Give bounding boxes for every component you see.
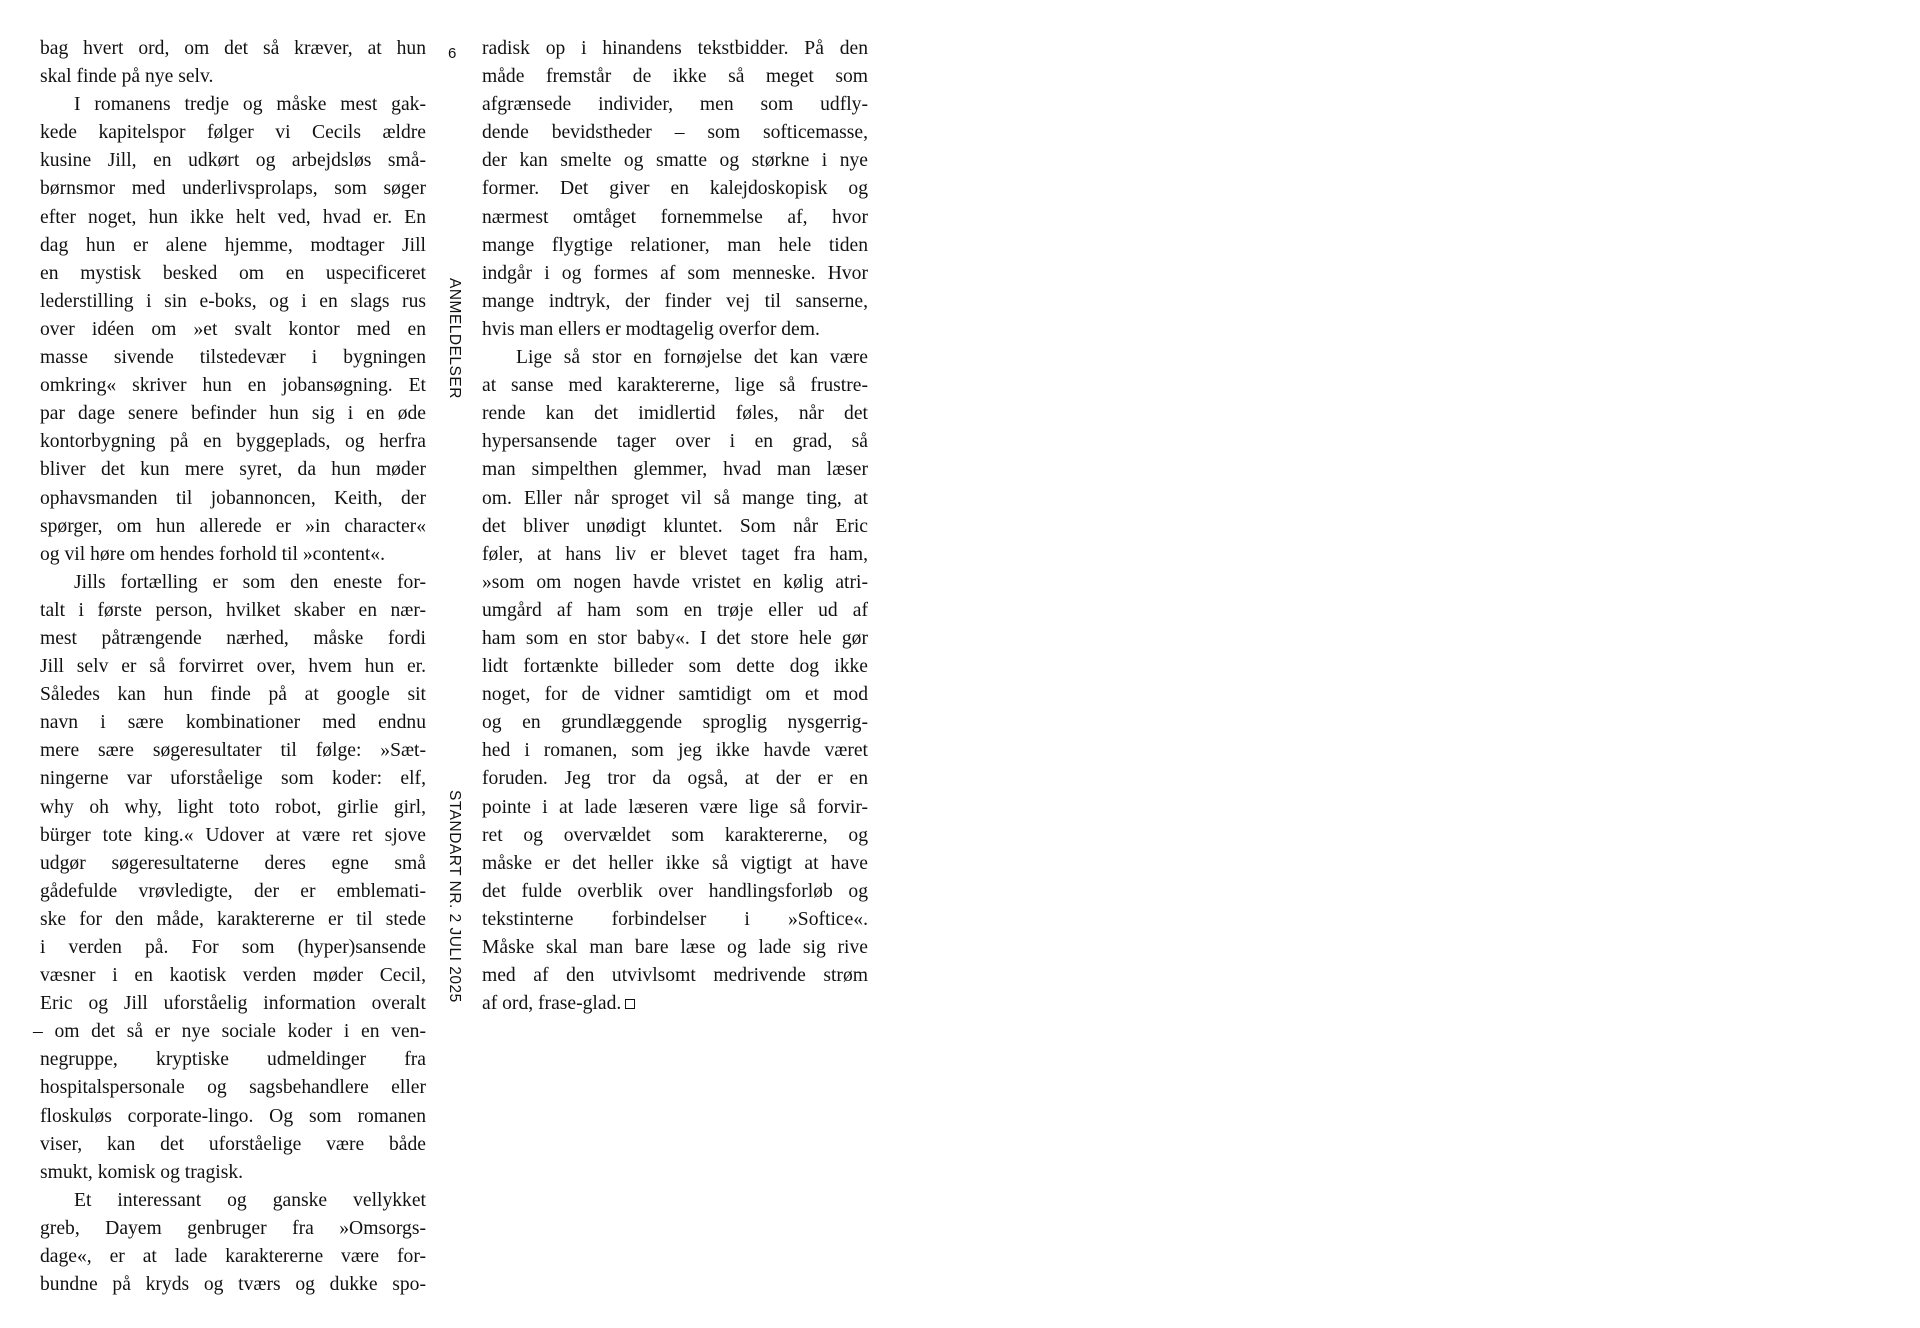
text-line: lederstilling i sin e-boks, og i en slags rus [40, 290, 426, 312]
text-line: bundne på kryds og tværs og dukke spo- [40, 1274, 426, 1296]
running-head-section: ANMELDELSER [446, 278, 463, 399]
text-line: pointe i at lade læseren være lige så forvir- [482, 796, 868, 818]
text-line: mest påtrængende nærhed, måske fordi [40, 627, 426, 649]
text-line: væsner i en kaotisk verden møder Cecil, [40, 965, 426, 987]
text-line: radisk op i hinandens tekstbidder. På den [482, 38, 868, 59]
text-line: ningerne var uforståelige som koder: elf, [40, 768, 426, 790]
text-line: nærmest omtåget fornemmelse af, hvor [482, 206, 868, 228]
text-line: Lige så stor en fornøjelse det kan være [516, 347, 868, 369]
text-line: lidt fortænkte billeder som dette dog ikke [482, 656, 868, 678]
text-line: en mystisk besked om en uspecificeret [40, 262, 426, 284]
text-line: og vil høre om hendes forhold til »content«. [40, 543, 386, 565]
page-number: 6 [448, 45, 457, 62]
text-line: udgør søgeresultaterne deres egne små [40, 852, 426, 874]
text-line: skal finde på nye selv. [40, 66, 214, 88]
text-line: Jill selv er så forvirret over, hvem hun er. [40, 656, 426, 678]
text-line: masse sivende tilstedevær i bygningen [40, 347, 426, 369]
text-line: der kan smelte og smatte og størkne i nye [482, 150, 868, 172]
text-line: par dage senere befinder hun sig i en øde [40, 403, 426, 425]
text-line: dage«, er at lade karaktererne være for- [40, 1246, 426, 1268]
text-line: over idéen om »et svalt kontor med en [40, 318, 426, 340]
text-line: Måske skal man bare læse og lade sig rive [482, 937, 868, 958]
text-line: umgård af ham som en trøje eller ud af [482, 599, 868, 621]
text-line: smukt, komisk og tragisk. [40, 1161, 244, 1183]
text-line: ham som en stor baby«. I det store hele gør [482, 627, 868, 649]
text-line: bag hvert ord, om det så kræver, at hun [40, 38, 426, 59]
right-text-column [482, 35, 868, 1018]
text-line: hospitalspersonale og sagsbehandlere eller [40, 1077, 426, 1099]
text-line: kusine Jill, en udkørt og arbejdsløs små- [40, 150, 426, 172]
text-line: mange indtryk, der finder vej til sanserne, [482, 290, 868, 312]
text-line: med af den utvivlsomt medrivende strøm [482, 965, 868, 987]
text-line: – om det så er nye sociale koder i en ven- [33, 1021, 426, 1043]
text-line: omkring« skriver hun en jobansøgning. Et [40, 375, 426, 397]
text-line: måske er det heller ikke så vigtigt at have [482, 852, 868, 874]
text-line: spørger, om hun allerede er »in character« [40, 515, 426, 537]
text-line: viser, kan det uforståelige være både [40, 1133, 426, 1155]
text-line: rende kan det imidlertid føles, når det [482, 403, 868, 425]
text-line: gådefulde vrøvledigte, der er emblemati- [40, 880, 426, 902]
text-line: foruden. Jeg tror da også, at der er en [482, 768, 868, 790]
text-line: greb, Dayem genbruger fra »Omsorgs- [40, 1217, 426, 1239]
text-line: det fulde overblik over handlingsforløb og [482, 880, 868, 902]
text-line: kede kapitelspor følger vi Cecils ældre [40, 122, 426, 144]
text-line-final [482, 990, 868, 1018]
text-line: om. Eller når sproget vil så mange ting, at [482, 487, 868, 509]
text-line: floskuløs corporate-lingo. Og som romanen [40, 1105, 426, 1127]
text-line: »som om nogen havde vristet en kølig atri- [482, 571, 868, 593]
text-line: Således kan hun finde på at google sit [40, 684, 426, 706]
text-line: i verden på. For som (hyper)sansende [40, 937, 426, 958]
text-line: I romanens tredje og måske mest gak- [74, 94, 426, 116]
final-sentence: af ord, frase-glad. [482, 993, 622, 1015]
running-head-issue: STANDART NR. 2 JULI 2025 [446, 790, 463, 1003]
text-line: tekstinterne forbindelser i »Softice«. [482, 908, 868, 930]
text-line: hypersansende tager over i en grad, så [482, 431, 868, 453]
text-line: Et interessant og ganske vellykket [74, 1189, 426, 1211]
text-line: talt i første person, hvilket skaber en nær- [40, 599, 426, 621]
text-line: ske for den måde, karaktererne er til stede [40, 908, 426, 930]
text-line: børnsmor med underlivsprolaps, som søger [40, 178, 426, 200]
text-line: negruppe, kryptiske udmeldinger fra [40, 1049, 426, 1071]
text-line: Jills fortælling er som den eneste for- [74, 571, 426, 593]
text-line: måde fremstår de ikke så meget som [482, 66, 868, 88]
text-line: dag hun er alene hjemme, modtager Jill [40, 234, 426, 256]
text-line: navn i sære kombinationer med endnu [40, 712, 426, 734]
text-line: efter noget, hun ikke helt ved, hvad er. En [40, 206, 426, 228]
text-line: why oh why, light toto robot, girlie girl, [40, 796, 426, 818]
text-line: afgrænsede individer, men som udfly- [482, 94, 868, 116]
text-line: mange flygtige relationer, man hele tiden [482, 234, 868, 256]
text-line: indgår i og formes af som menneske. Hvor [482, 262, 868, 284]
text-line: det bliver unødigt kluntet. Som når Eric [482, 515, 868, 537]
text-line: ret og overvældet som karaktererne, og [482, 824, 868, 846]
text-line: hvis man ellers er modtagelig overfor dem. [482, 318, 820, 340]
text-line: man simpelthen glemmer, hvad man læser [482, 459, 868, 481]
text-line: og en grundlæggende sproglig nysgerrig- [482, 712, 868, 734]
text-line: bürger tote king.« Udover at være ret sjove [40, 824, 426, 846]
text-line: former. Det giver en kalejdoskopisk og [482, 178, 868, 200]
text-line: dende bevidstheder – som softicemasse, [482, 122, 868, 144]
text-line: mere sære søgeresultater til følge: »Sæt- [40, 740, 426, 762]
text-line: Eric og Jill uforståelig information overalt [40, 993, 426, 1015]
text-line: ophavsmanden til jobannoncen, Keith, der [40, 487, 426, 509]
text-line: at sanse med karaktererne, lige så frustre- [482, 375, 868, 397]
end-of-article-square-icon [625, 999, 635, 1009]
text-line: hed i romanen, som jeg ikke havde været [482, 740, 868, 762]
text-line: føler, at hans liv er blevet taget fra ham, [482, 543, 868, 565]
text-line: bliver det kun mere syret, da hun møder [40, 459, 426, 481]
text-line: noget, for de vidner samtidigt om et mod [482, 684, 868, 706]
left-text-column [33, 35, 426, 1299]
text-line: kontorbygning på en byggeplads, og herfra [40, 431, 426, 453]
